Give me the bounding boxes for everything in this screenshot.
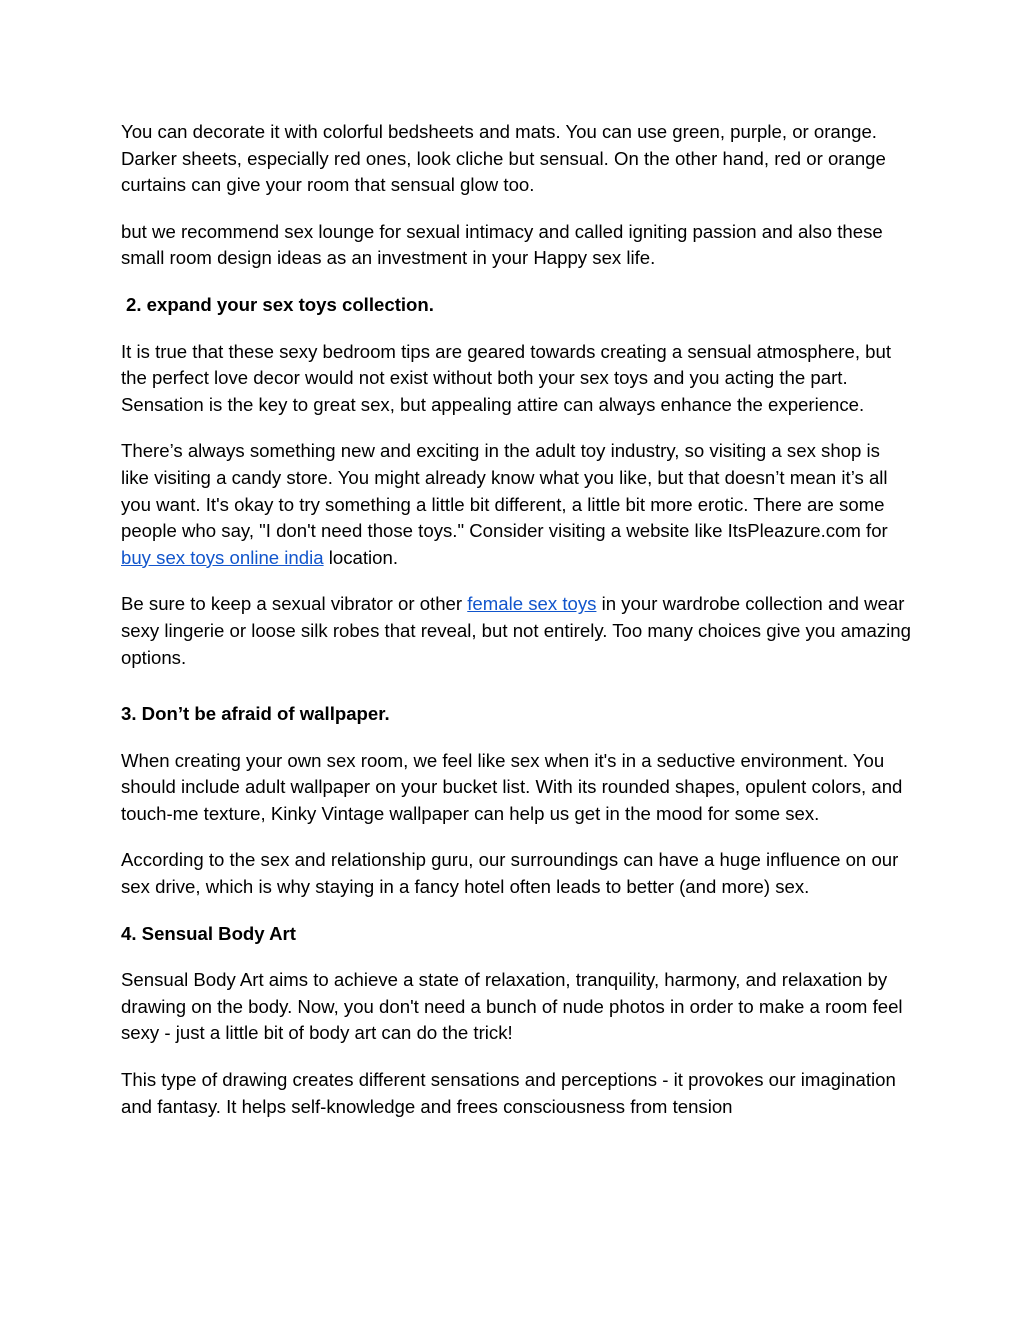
paragraph-drawing-sensations: This type of drawing creates different sensations and perceptions - it provokes our imagination and fantasy. It helps self-knowledge and frees consciousness from tension [121, 1069, 896, 1117]
paragraph-text: Be sure to keep a sexual vibrator or other [121, 593, 468, 615]
paragraph-wardrobe [121, 591, 911, 671]
document-page [121, 119, 911, 1120]
paragraph-body-art: Sensual Body Art aims to achieve a state of relaxation, tranquility, harmony, and relaxation by drawing on the body. Now, you don't need a bunch of nude photos in order to make a room feel sexy - just a little bit of body art can do the trick! [121, 969, 903, 1044]
paragraph-seductive-environment: When creating your own sex room, we feel like sex when it's in a seductive environment. You should include adult wallpaper on your bucket list. With its rounded shapes, opulent colors, and touch-me texture, Kinky Vintage wallpaper can help us get in the mood for some sex. [121, 749, 903, 824]
female-sex-toys-link[interactable]: female sex toys [467, 593, 597, 615]
paragraph-surroundings: According to the sex and relationship guru, our surroundings can have a huge influence on our sex drive, which is why staying in a fancy hotel often leads to better (and more) sex. [121, 849, 899, 898]
paragraph-text: in your wardrobe collection and wear sexy lingerie or loose silk robes that reveal, but not entirely. Too many choices give you amazing options. [121, 593, 911, 668]
paragraph-text: There’s always something new and exciting in the adult toy industry, so visiting a sex shop is like visiting a candy store. You might already know what you like, but that doesn’t mean it’s all you want. It's okay to try something a little bit different, a little bit more erotic. There are some people who say, "I don't need those toys." Consider visiting a website like ItsPleazure.com for [121, 440, 888, 542]
paragraph-sensual-atmosphere: It is true that these sexy bedroom tips are geared towards creating a sensual atmosphere, but the perfect love decor would not exist without both your sex toys and you acting the part. Sensation is the key to great sex, but appealing attire can always enhance the experience. [121, 340, 891, 415]
paragraph-adult-toy-industry [121, 438, 911, 571]
paragraph-text: location. [323, 546, 399, 568]
paragraph-decorate: You can decorate it with colorful bedsheets and mats. You can use green, purple, or orange. Darker sheets, especially red ones, look cliche but sensual. On the other hand, red or orange curtains can give your room that sensual glow too. [121, 121, 886, 196]
heading-expand-toys: 2. expand your sex toys collection. [126, 293, 434, 315]
heading-wallpaper: 3. Don’t be afraid of wallpaper. [121, 703, 390, 725]
heading-body-art: 4. Sensual Body Art [121, 922, 296, 944]
paragraph-recommend: but we recommend sex lounge for sexual intimacy and called igniting passion and also these small room design ideas as an investment in your Happy sex life. [121, 220, 883, 269]
buy-sex-toys-link[interactable]: buy sex toys online india [121, 546, 324, 568]
